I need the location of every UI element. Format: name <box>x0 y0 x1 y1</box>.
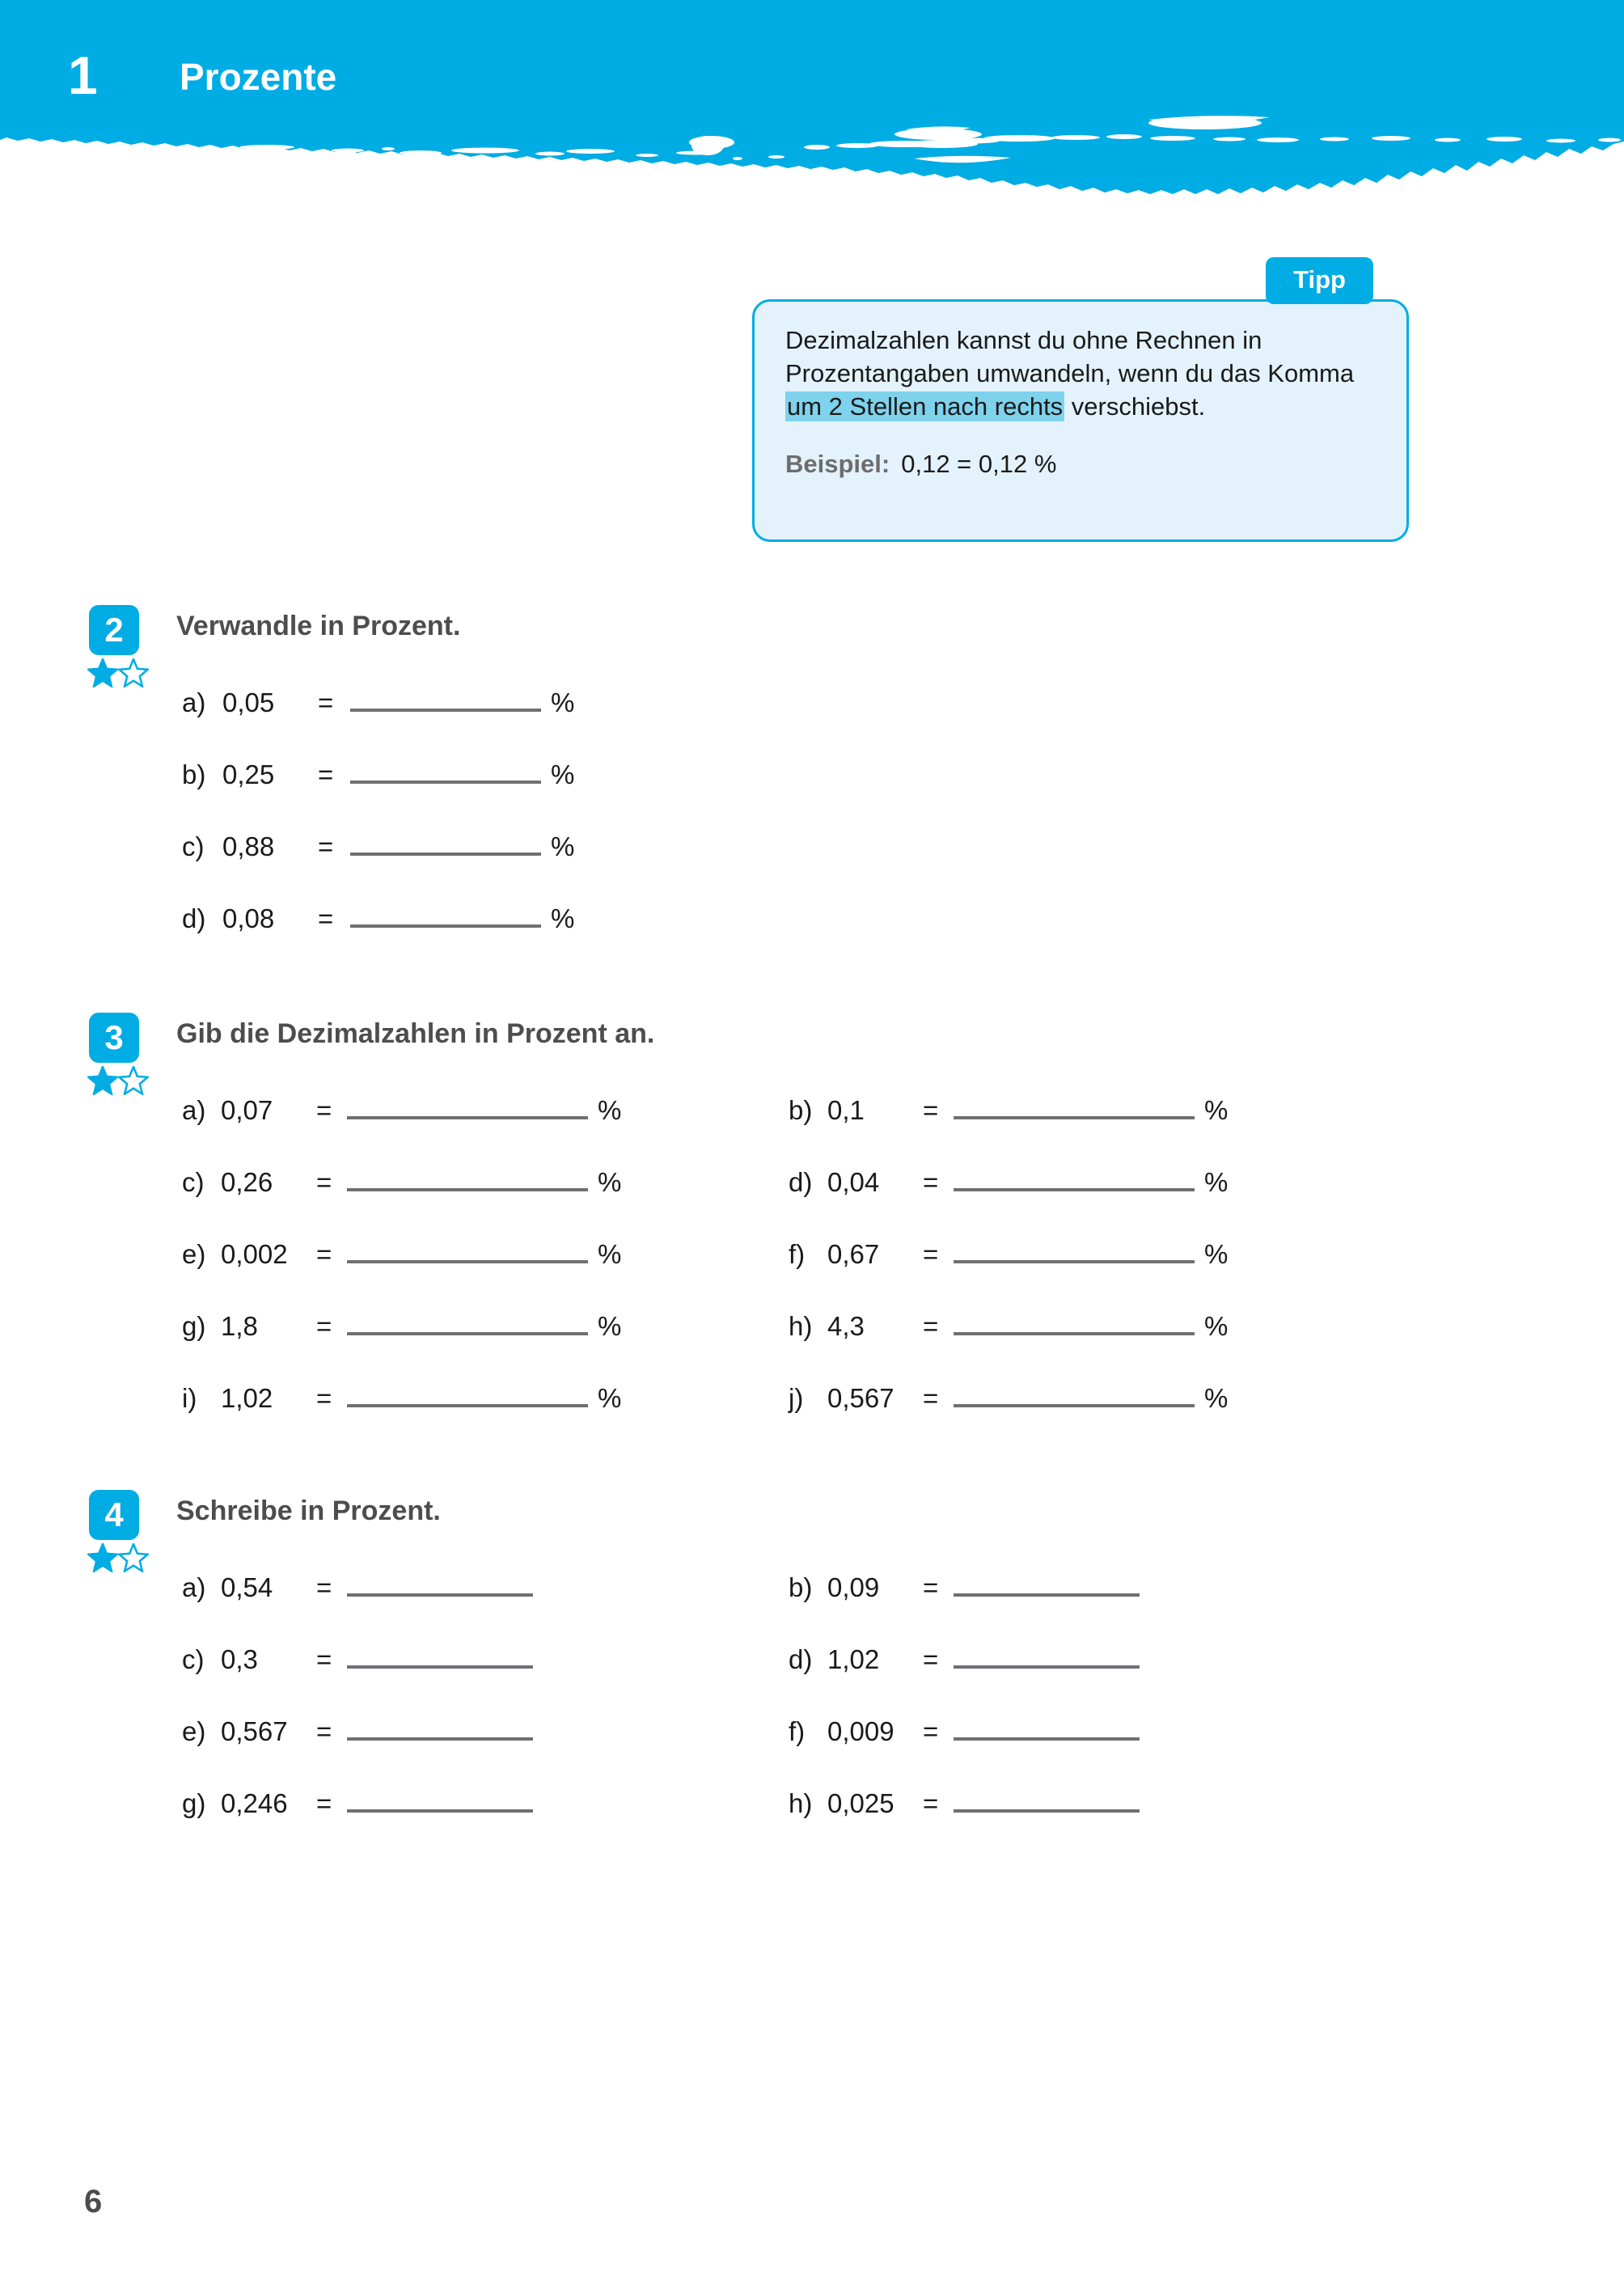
item-label: c) <box>182 1644 205 1674</box>
exercise-item <box>182 1084 621 1126</box>
exercise-item <box>182 1156 621 1198</box>
exercise-row <box>0 1561 1624 1633</box>
tipp-text-part1: Dezimalzahlen kannst du ohne Rechnen in Prozentangaben umwandeln, wenn du das Komma <box>785 326 1355 387</box>
item-unit: % <box>1204 1383 1229 1413</box>
item-equals: = <box>316 1167 332 1197</box>
exercise-item <box>789 1228 1228 1270</box>
tipp-tab-label: Tipp <box>1266 257 1373 304</box>
exercise-item <box>789 1372 1228 1414</box>
item-value: 0,3 <box>221 1644 258 1674</box>
exercise-title: Schreibe in Prozent. <box>176 1496 441 1526</box>
exercise-item <box>182 1561 543 1603</box>
tipp-example-label: Beispiel: <box>785 449 890 478</box>
exercise-title: Verwandle in Prozent. <box>176 611 461 641</box>
item-equals: = <box>316 1572 332 1602</box>
item-equals: = <box>923 1788 939 1818</box>
item-label: c) <box>182 1167 205 1197</box>
item-unit: % <box>551 759 575 789</box>
item-value: 0,07 <box>221 1095 273 1125</box>
item-value: 0,88 <box>222 831 275 861</box>
item-label: g) <box>182 1788 206 1818</box>
exercise-item <box>182 1777 543 1819</box>
exercise-row <box>0 1372 1624 1444</box>
item-unit: % <box>598 1383 622 1413</box>
item-label: h) <box>789 1788 813 1818</box>
item-equals: = <box>316 1716 332 1746</box>
answer-blank[interactable] <box>954 1561 1140 1597</box>
exercise-row <box>0 1300 1624 1372</box>
item-equals: = <box>318 759 334 789</box>
item-label: j) <box>789 1383 804 1413</box>
item-unit: % <box>551 687 575 717</box>
item-value: 0,25 <box>222 759 275 789</box>
exercise-item <box>789 1561 1149 1603</box>
item-value: 0,04 <box>827 1167 880 1197</box>
item-label: e) <box>182 1716 206 1746</box>
exercise-item <box>789 1156 1228 1198</box>
exercise-item <box>789 1084 1228 1126</box>
answer-blank[interactable] <box>954 1300 1195 1335</box>
item-value: 4,3 <box>827 1311 865 1341</box>
answer-blank[interactable] <box>954 1777 1140 1813</box>
tipp-box <box>752 257 1415 566</box>
item-equals: = <box>923 1167 939 1197</box>
item-value: 0,09 <box>827 1572 880 1602</box>
exercise-number-badge: 3 <box>89 1013 139 1063</box>
exercise-item <box>182 1228 621 1270</box>
answer-blank[interactable] <box>954 1372 1195 1407</box>
answer-blank[interactable] <box>347 1228 588 1263</box>
tipp-box-body <box>752 299 1409 542</box>
exercise-item <box>182 820 574 862</box>
item-unit: % <box>598 1095 622 1125</box>
item-value: 0,025 <box>827 1788 894 1818</box>
item-equals: = <box>318 687 334 717</box>
exercise-row <box>0 892 1624 964</box>
exercise-item <box>789 1705 1149 1747</box>
item-equals: = <box>318 903 334 933</box>
answer-blank[interactable] <box>954 1084 1195 1119</box>
exercise-row <box>0 1633 1624 1705</box>
answer-blank[interactable] <box>347 1705 533 1741</box>
item-value: 0,567 <box>827 1383 894 1413</box>
item-label: d) <box>789 1644 813 1674</box>
item-equals: = <box>316 1095 332 1125</box>
item-unit: % <box>1204 1167 1229 1197</box>
tipp-text-highlight: um 2 Stellen nach rechts <box>787 391 1064 421</box>
item-label: a) <box>182 1095 206 1125</box>
exercise-row <box>0 1777 1624 1849</box>
exercise-item <box>182 1300 621 1342</box>
item-value: 0,54 <box>221 1572 273 1602</box>
answer-blank[interactable] <box>347 1777 533 1813</box>
tipp-example <box>785 448 1376 480</box>
exercise-item <box>789 1777 1149 1819</box>
answer-blank[interactable] <box>347 1156 588 1191</box>
exercise-item <box>182 1372 621 1414</box>
item-equals: = <box>923 1716 939 1746</box>
item-label: f) <box>789 1716 806 1746</box>
item-value: 0,567 <box>221 1716 288 1746</box>
answer-blank[interactable] <box>347 1633 533 1669</box>
answer-blank[interactable] <box>347 1300 588 1335</box>
chapter-title: Prozente <box>180 56 337 98</box>
item-unit: % <box>598 1239 622 1269</box>
item-label: b) <box>789 1095 813 1125</box>
page-header-banner <box>0 0 1624 202</box>
exercise-items <box>0 676 1624 964</box>
answer-blank[interactable] <box>350 676 541 712</box>
answer-blank[interactable] <box>954 1633 1140 1669</box>
item-equals: = <box>316 1239 332 1269</box>
answer-blank[interactable] <box>347 1561 533 1597</box>
item-value: 1,02 <box>221 1383 273 1413</box>
item-label: d) <box>789 1167 813 1197</box>
exercise-row <box>0 748 1624 820</box>
item-label: g) <box>182 1311 206 1341</box>
item-label: a) <box>182 1572 206 1602</box>
item-value: 0,246 <box>221 1788 288 1818</box>
item-unit: % <box>551 903 575 933</box>
item-equals: = <box>316 1311 332 1341</box>
item-value: 0,002 <box>221 1239 288 1269</box>
exercise-title: Gib die Dezimalzahlen in Prozent an. <box>176 1018 655 1049</box>
exercise-row <box>0 1156 1624 1228</box>
exercise-row <box>0 1705 1624 1777</box>
item-unit: % <box>551 831 575 861</box>
item-label: i) <box>182 1383 197 1413</box>
page-number: 6 <box>84 2184 103 2219</box>
tipp-example-value: 0,12 = 0,12 % <box>901 449 1057 478</box>
item-label: d) <box>182 903 206 933</box>
exercise-items <box>0 1561 1624 1849</box>
item-equals: = <box>923 1095 939 1125</box>
item-value: 0,67 <box>827 1239 880 1269</box>
exercise-items <box>0 1084 1624 1444</box>
answer-blank[interactable] <box>954 1156 1195 1191</box>
answer-blank[interactable] <box>954 1705 1140 1741</box>
item-equals: = <box>316 1644 332 1674</box>
item-label: b) <box>789 1572 813 1602</box>
item-label: c) <box>182 831 205 861</box>
item-equals: = <box>316 1788 332 1818</box>
exercise-row <box>0 676 1624 748</box>
item-label: e) <box>182 1239 206 1269</box>
item-value: 1,8 <box>221 1311 258 1341</box>
exercise-item <box>182 1633 543 1675</box>
exercise-number-badge: 2 <box>89 605 139 655</box>
answer-blank[interactable] <box>347 1084 588 1119</box>
exercise-item <box>182 892 574 934</box>
item-equals: = <box>923 1644 939 1674</box>
item-unit: % <box>1204 1239 1229 1269</box>
tipp-text-part2: verschiebst. <box>1064 391 1206 421</box>
exercise-row <box>0 1228 1624 1300</box>
item-equals: = <box>923 1572 939 1602</box>
exercise-item <box>182 748 574 790</box>
exercise-item <box>182 676 574 718</box>
item-equals: = <box>923 1311 939 1341</box>
tipp-paragraph <box>785 324 1376 424</box>
answer-blank[interactable] <box>350 820 541 856</box>
item-value: 0,009 <box>827 1716 894 1746</box>
item-unit: % <box>598 1167 622 1197</box>
exercise-row <box>0 1084 1624 1156</box>
chapter-number: 1 <box>68 45 97 105</box>
exercise-number-badge: 4 <box>89 1490 139 1540</box>
item-value: 0,1 <box>827 1095 865 1125</box>
item-equals: = <box>316 1383 332 1413</box>
item-equals: = <box>923 1383 939 1413</box>
item-unit: % <box>1204 1311 1229 1341</box>
item-label: f) <box>789 1239 806 1269</box>
item-value: 0,08 <box>222 903 275 933</box>
answer-blank[interactable] <box>350 748 541 784</box>
item-equals: = <box>923 1239 939 1269</box>
item-value: 0,26 <box>221 1167 273 1197</box>
item-value: 1,02 <box>827 1644 880 1674</box>
banner-brush-shape <box>0 0 1624 202</box>
exercise-item <box>789 1633 1149 1675</box>
exercise-item <box>789 1300 1228 1342</box>
item-label: a) <box>182 687 206 717</box>
item-unit: % <box>1204 1095 1229 1125</box>
answer-blank[interactable] <box>350 892 541 928</box>
answer-blank[interactable] <box>954 1228 1195 1263</box>
item-equals: = <box>318 831 334 861</box>
exercise-item <box>182 1705 543 1747</box>
item-unit: % <box>598 1311 622 1341</box>
exercise-row <box>0 820 1624 892</box>
item-label: h) <box>789 1311 813 1341</box>
item-value: 0,05 <box>222 687 275 717</box>
answer-blank[interactable] <box>347 1372 588 1407</box>
item-label: b) <box>182 759 206 789</box>
